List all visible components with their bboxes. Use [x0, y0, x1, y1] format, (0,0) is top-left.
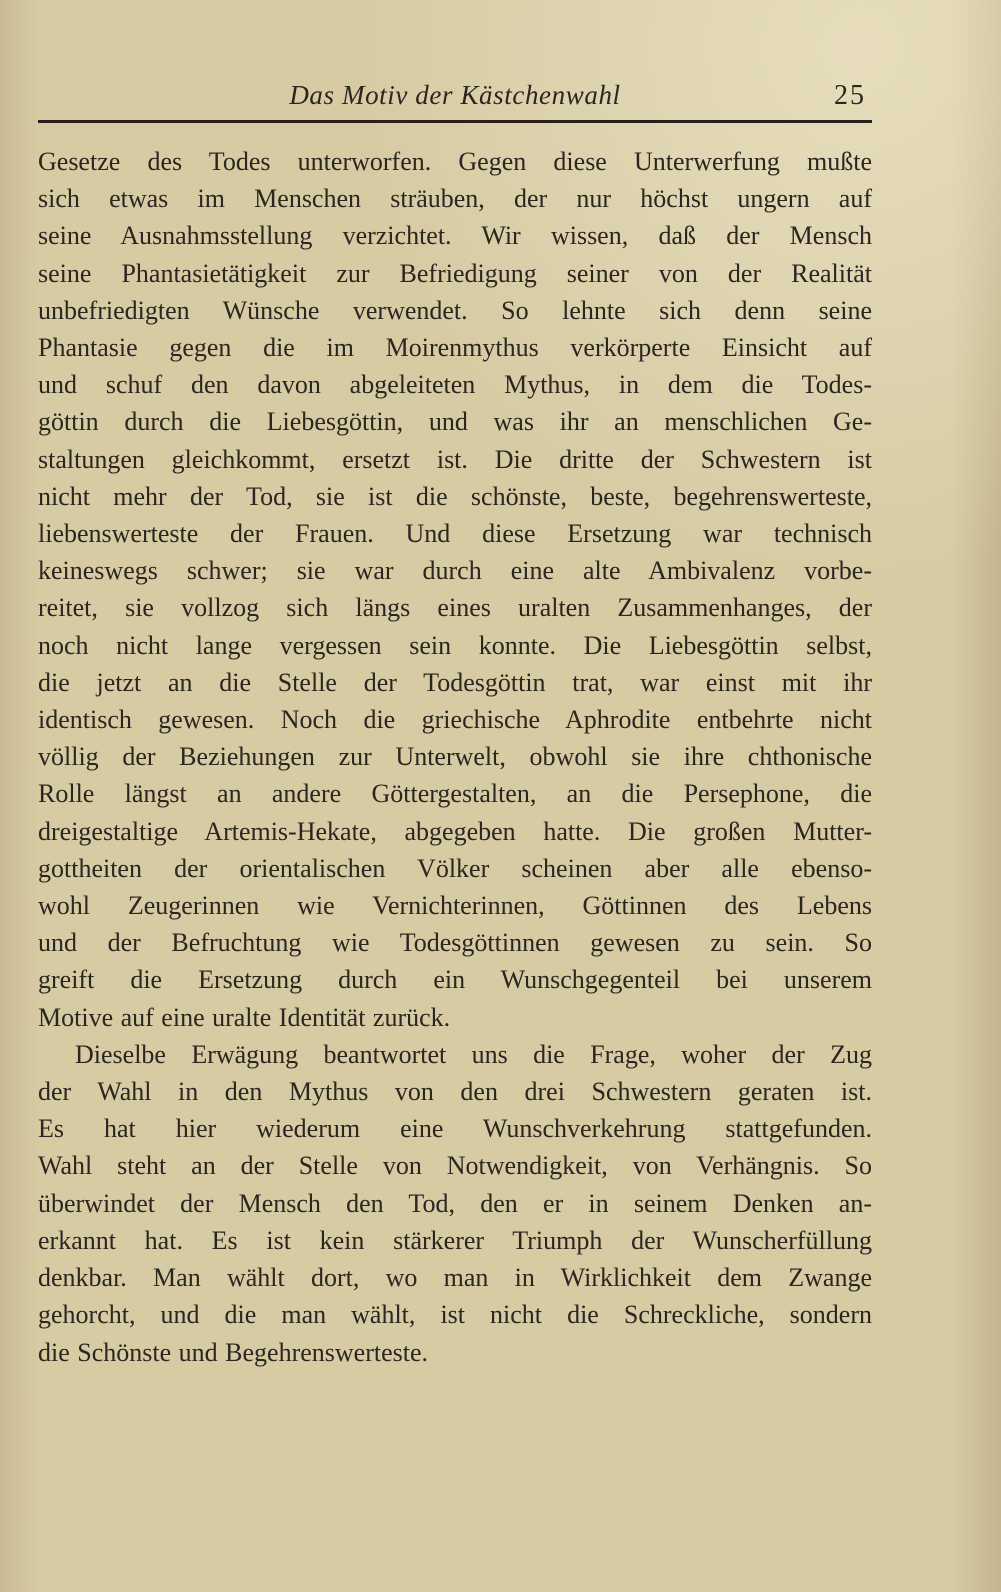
text-line: überwindet der Mensch den Tod, den er in seinem Denken an-	[38, 1188, 872, 1218]
text-line: Wahl steht an der Stelle von Notwendigkeit, von Verhängnis. So	[38, 1151, 872, 1181]
running-head-title: Das Motiv der Kästchenwahl	[289, 80, 621, 110]
text-line: die jetzt an die Stelle der Todesgöttin trat, war einst mit ihr	[38, 667, 872, 697]
text-line: nicht mehr der Tod, sie ist die schönste, beste, begehrenswerteste,	[38, 481, 872, 511]
text-line: göttin durch die Liebesgöttin, und was ihr an menschlichen Ge-	[38, 407, 872, 437]
text-line: wohl Zeugerinnen wie Vernichterinnen, Göttinnen des Lebens	[38, 891, 872, 921]
text-line: staltungen gleichkommt, ersetzt ist. Die dritte der Schwestern ist	[38, 444, 872, 474]
text-line: noch nicht lange vergessen sein konnte. Die Liebesgöttin selbst,	[38, 630, 872, 660]
book-page	[38, 80, 872, 1371]
text-line: seine Ausnahmsstellung verzichtet. Wir wissen, daß der Mensch	[38, 221, 872, 251]
page-header	[38, 80, 872, 116]
text-line: seine Phantasietätigkeit zur Befriedigung seiner von der Realität	[38, 258, 872, 288]
paragraph	[38, 143, 872, 1036]
paragraph	[38, 1036, 872, 1371]
text-line: Gesetze des Todes unterworfen. Gegen diese Unterwerfung mußte	[38, 147, 872, 176]
text-line: greift die Ersetzung durch ein Wunschgegenteil bei unserem	[38, 965, 872, 995]
text-line: gehorcht, und die man wählt, ist nicht die Schreckliche, sondern	[38, 1300, 872, 1330]
text-line: identisch gewesen. Noch die griechische Aphrodite entbehrte nicht	[38, 705, 872, 735]
text-line: liebenswerteste der Frauen. Und diese Ersetzung war technisch	[38, 519, 872, 549]
text-line: und der Befruchtung wie Todesgöttinnen gewesen zu sein. So	[38, 928, 872, 958]
text-line: sich etwas im Menschen sträuben, der nur höchst ungern auf	[38, 184, 872, 214]
text-line: erkannt hat. Es ist kein stärkerer Triumph der Wunscherfüllung	[38, 1225, 872, 1255]
text-line: Motive auf eine uralte Identität zurück.	[38, 1002, 451, 1032]
text-line: Phantasie gegen die im Moirenmythus verkörperte Einsicht auf	[38, 333, 872, 363]
text-line: unbefriedigten Wünsche verwendet. So lehnte sich denn seine	[38, 295, 872, 325]
text-block	[38, 143, 872, 1371]
text-line: Es hat hier wiederum eine Wunschverkehrung stattgefunden.	[38, 1114, 872, 1144]
text-line: keineswegs schwer; sie war durch eine alte Ambivalenz vorbe-	[38, 556, 872, 586]
text-line: reitet, sie vollzog sich längs eines uralten Zusammenhanges, der	[38, 593, 872, 623]
text-line: Dieselbe Erwägung beantwortet uns die Frage, woher der Zug	[75, 1039, 872, 1069]
text-line: und schuf den davon abgeleiteten Mythus, in dem die Todes-	[38, 370, 872, 400]
text-line: der Wahl in den Mythus von den drei Schwestern geraten ist.	[38, 1077, 872, 1107]
text-line: Rolle längst an andere Göttergestalten, an die Persephone, die	[38, 779, 872, 809]
text-line: gottheiten der orientalischen Völker scheinen aber alle ebenso-	[38, 853, 872, 883]
text-line: denkbar. Man wählt dort, wo man in Wirklichkeit dem Zwange	[38, 1263, 872, 1293]
text-line: völlig der Beziehungen zur Unterwelt, obwohl sie ihre chthonische	[38, 742, 872, 772]
header-rule	[38, 120, 872, 123]
text-line: die Schönste und Begehrenswerteste.	[38, 1337, 429, 1367]
page-number: 25	[834, 80, 866, 111]
text-line: dreigestaltige Artemis-Hekate, abgegeben hatte. Die großen Mutter-	[38, 816, 872, 846]
